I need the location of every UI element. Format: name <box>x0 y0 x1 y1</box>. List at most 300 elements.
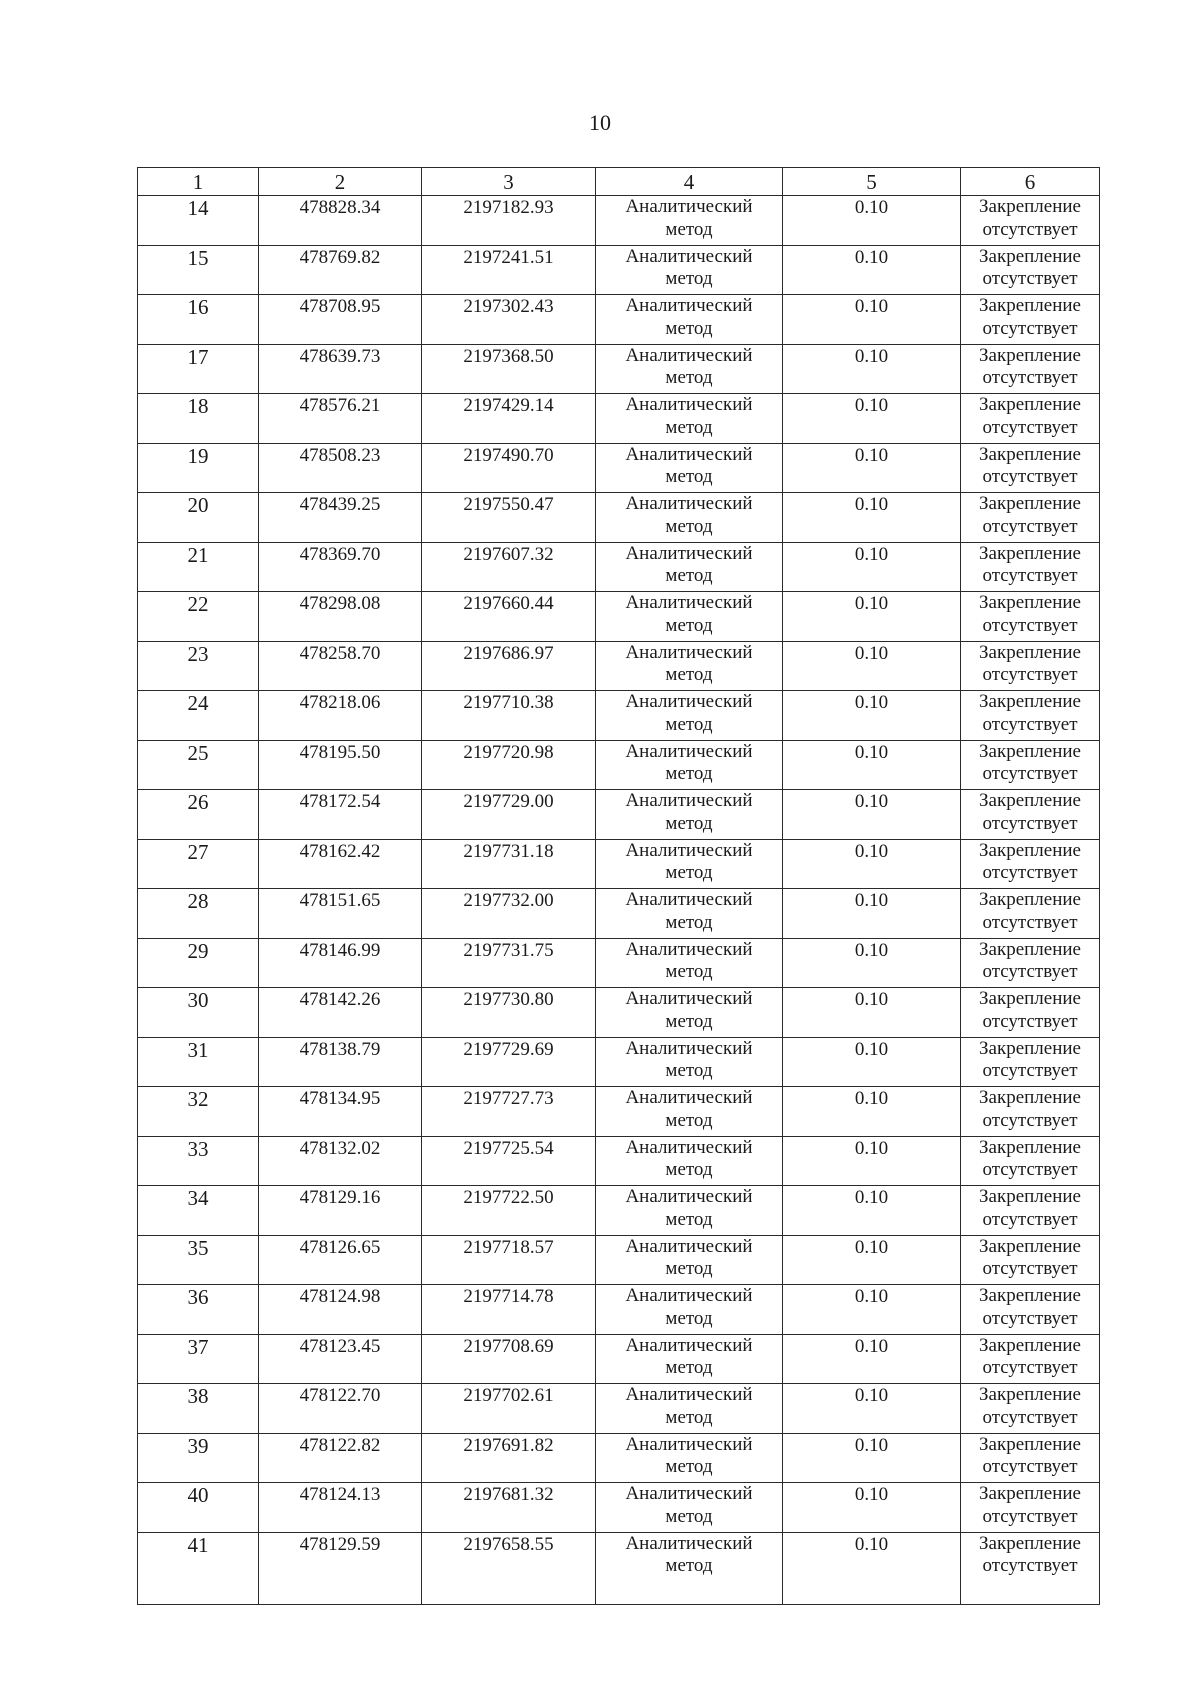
coordinate-y-cell-text: 2197241.51 <box>463 246 554 268</box>
coordinate-x-cell-text: 478151.65 <box>299 890 381 911</box>
point-number-cell-text: 20 <box>187 493 209 517</box>
fixing-cell-line-1: Закрепление <box>979 295 1081 316</box>
method-cell-line-1: Аналитический <box>625 542 753 564</box>
fixing-cell <box>961 790 1100 840</box>
fixing-cell-line-1: Закрепление <box>979 790 1081 811</box>
coordinate-y-cell-text: 2197731.75 <box>463 939 554 961</box>
fixing-cell <box>961 691 1100 741</box>
coordinate-y-cell <box>422 295 596 345</box>
method-cell-line-1: Аналитический <box>625 1532 753 1554</box>
coordinate-x-cell <box>259 1384 422 1434</box>
coordinate-y-cell-text: 2197730.80 <box>463 989 554 1010</box>
coordinate-x-cell-text: 478126.65 <box>299 1236 381 1258</box>
point-number-cell-text: 27 <box>187 839 209 864</box>
coordinate-y-cell-text: 2197729.69 <box>463 1038 554 1060</box>
accuracy-cell <box>783 641 961 691</box>
method-cell-line-1: Аналитический <box>625 1136 753 1158</box>
method-cell-line-1: Аналитический <box>625 1384 753 1405</box>
header-col-1: 1 <box>138 168 259 196</box>
accuracy-cell <box>783 443 961 493</box>
accuracy-cell <box>783 1334 961 1384</box>
accuracy-cell-text: 0.10 <box>854 840 889 862</box>
accuracy-cell <box>783 1087 961 1137</box>
table-row <box>138 1087 1100 1137</box>
table-row <box>138 988 1100 1038</box>
accuracy-cell-text: 0.10 <box>854 1484 889 1505</box>
method-cell-line-2: метод <box>665 317 713 339</box>
fixing-cell <box>961 1136 1100 1186</box>
method-cell <box>596 245 783 295</box>
coordinate-x-cell <box>259 988 422 1038</box>
coordinate-y-cell <box>422 344 596 394</box>
coordinates-table <box>137 167 1100 1605</box>
accuracy-cell-text: 0.10 <box>854 197 889 218</box>
accuracy-cell-text: 0.10 <box>854 1187 889 1208</box>
method-cell-line-1: Аналитический <box>625 691 753 712</box>
method-cell <box>596 740 783 790</box>
method-cell <box>596 592 783 642</box>
coordinate-x-cell <box>259 1037 422 1087</box>
coordinate-y-cell-text: 2197722.50 <box>463 1187 554 1208</box>
fixing-cell-line-1: Закрепление <box>979 1532 1081 1554</box>
point-number-cell <box>138 790 259 840</box>
accuracy-cell-text: 0.10 <box>854 543 889 565</box>
fixing-cell-line-2: отсутствует <box>982 1159 1078 1180</box>
method-cell-line-2: метод <box>665 812 713 834</box>
point-number-cell <box>138 295 259 345</box>
fixing-cell-line-1: Закрепление <box>979 641 1081 663</box>
fixing-cell-line-1: Закрепление <box>979 1483 1081 1504</box>
coordinate-x-cell <box>259 493 422 543</box>
coordinate-x-cell <box>259 1483 422 1533</box>
coordinate-y-cell-text: 2197708.69 <box>463 1335 554 1357</box>
coordinate-y-cell <box>422 1136 596 1186</box>
method-cell-line-2: метод <box>665 614 713 636</box>
accuracy-cell-text: 0.10 <box>854 989 889 1010</box>
fixing-cell <box>961 839 1100 889</box>
point-number-cell <box>138 1235 259 1285</box>
coordinate-x-cell <box>259 790 422 840</box>
method-cell-line-2: метод <box>665 1060 713 1081</box>
coordinate-y-cell-text: 2197710.38 <box>463 692 554 713</box>
coordinate-y-cell-text: 2197718.57 <box>463 1236 554 1258</box>
fixing-cell <box>961 1384 1100 1434</box>
fixing-cell <box>961 1087 1100 1137</box>
fixing-cell-line-2: отсутствует <box>982 911 1078 933</box>
accuracy-cell-text: 0.10 <box>854 444 889 466</box>
accuracy-cell <box>783 1384 961 1434</box>
coordinate-x-cell-text: 478162.42 <box>299 840 381 862</box>
point-number-cell <box>138 443 259 493</box>
method-cell-line-2: метод <box>665 1109 713 1131</box>
method-cell-line-2: метод <box>665 713 713 735</box>
method-cell-line-2: метод <box>665 862 713 883</box>
accuracy-cell-text: 0.10 <box>854 345 889 367</box>
coordinate-x-cell-text: 478132.02 <box>299 1137 381 1159</box>
fixing-cell-line-2: отсутствует <box>982 466 1078 487</box>
fixing-cell <box>961 344 1100 394</box>
table-row <box>138 740 1100 790</box>
method-cell <box>596 1433 783 1483</box>
fixing-cell-line-1: Закрепление <box>979 938 1081 960</box>
fixing-cell <box>961 1037 1100 1087</box>
accuracy-cell-text: 0.10 <box>854 1335 889 1357</box>
fixing-cell <box>961 1433 1100 1483</box>
point-number-cell <box>138 938 259 988</box>
accuracy-cell-text: 0.10 <box>854 1385 889 1406</box>
accuracy-cell <box>783 394 961 444</box>
method-cell-line-1: Аналитический <box>625 1087 753 1108</box>
point-number-cell-text: 35 <box>187 1235 209 1260</box>
fixing-cell-line-1: Закрепление <box>979 542 1081 564</box>
accuracy-cell-text: 0.10 <box>854 494 889 515</box>
table-row <box>138 641 1100 691</box>
point-number-cell <box>138 394 259 444</box>
coordinate-x-cell-text: 478828.34 <box>299 197 381 218</box>
coordinate-y-cell <box>422 1532 596 1604</box>
coordinate-x-cell <box>259 691 422 741</box>
accuracy-cell-text: 0.10 <box>854 1088 889 1109</box>
accuracy-cell <box>783 295 961 345</box>
accuracy-cell-text: 0.10 <box>854 939 889 961</box>
fixing-cell-line-2: отсутствует <box>982 1109 1078 1131</box>
accuracy-cell <box>783 196 961 246</box>
table-row <box>138 1136 1100 1186</box>
coordinate-y-cell <box>422 1235 596 1285</box>
coordinate-x-cell <box>259 443 422 493</box>
method-cell-line-1: Аналитический <box>625 1433 753 1455</box>
coordinate-x-cell-text: 478769.82 <box>299 246 381 268</box>
fixing-cell-line-1: Закрепление <box>979 740 1081 762</box>
fixing-cell-line-2: отсутствует <box>982 1505 1078 1527</box>
coordinate-y-cell <box>422 790 596 840</box>
method-cell <box>596 641 783 691</box>
method-cell-line-2: метод <box>665 1406 713 1428</box>
accuracy-cell-text: 0.10 <box>854 246 889 268</box>
fixing-cell-line-2: отсутствует <box>982 862 1078 883</box>
point-number-cell <box>138 1285 259 1335</box>
fixing-cell-line-2: отсутствует <box>982 664 1078 685</box>
table-row <box>138 1235 1100 1285</box>
method-cell-line-1: Аналитический <box>625 1334 753 1356</box>
fixing-cell <box>961 1334 1100 1384</box>
table-row <box>138 1532 1100 1604</box>
coordinate-x-cell-text: 478134.95 <box>299 1088 381 1109</box>
method-cell <box>596 295 783 345</box>
accuracy-cell-text: 0.10 <box>854 296 889 317</box>
method-cell-line-2: метод <box>665 268 713 289</box>
method-cell <box>596 1087 783 1137</box>
point-number-cell-text: 31 <box>187 1037 209 1062</box>
point-number-cell <box>138 1334 259 1384</box>
method-cell-line-1: Аналитический <box>625 1186 753 1207</box>
point-number-cell-text: 17 <box>187 344 209 369</box>
method-cell-line-2: метод <box>665 515 713 537</box>
fixing-cell-line-1: Закрепление <box>979 443 1081 465</box>
point-number-cell-text: 23 <box>187 641 209 666</box>
method-cell-line-2: метод <box>665 763 713 784</box>
fixing-cell-line-1: Закрепление <box>979 592 1081 613</box>
method-cell-line-1: Аналитический <box>625 196 753 217</box>
coordinate-y-cell-text: 2197429.14 <box>463 395 554 416</box>
method-cell <box>596 1334 783 1384</box>
accuracy-cell <box>783 691 961 741</box>
table-row <box>138 443 1100 493</box>
point-number-cell <box>138 839 259 889</box>
point-number-cell-text: 41 <box>187 1532 209 1557</box>
coordinate-y-cell <box>422 394 596 444</box>
point-number-cell <box>138 1532 259 1604</box>
fixing-cell-line-2: отсутствует <box>982 763 1078 784</box>
coordinate-y-cell-text: 2197490.70 <box>463 444 554 466</box>
coordinate-x-cell-text: 478122.82 <box>299 1434 381 1456</box>
coordinate-x-cell <box>259 196 422 246</box>
accuracy-cell-text: 0.10 <box>854 692 889 713</box>
fixing-cell-line-1: Закрепление <box>979 1334 1081 1356</box>
coordinate-x-cell <box>259 1235 422 1285</box>
point-number-cell-text: 29 <box>187 938 209 963</box>
coordinate-y-cell-text: 2197686.97 <box>463 642 554 664</box>
coordinate-x-cell <box>259 1285 422 1335</box>
accuracy-cell <box>783 839 961 889</box>
coordinate-x-cell <box>259 1334 422 1384</box>
coordinate-y-cell-text: 2197702.61 <box>463 1385 554 1406</box>
coordinate-y-cell-text: 2197368.50 <box>463 345 554 367</box>
coordinate-x-cell <box>259 295 422 345</box>
table-row <box>138 1433 1100 1483</box>
fixing-cell-line-1: Закрепление <box>979 1087 1081 1108</box>
coordinate-y-cell-text: 2197658.55 <box>463 1533 554 1555</box>
table-row <box>138 542 1100 592</box>
fixing-cell <box>961 493 1100 543</box>
accuracy-cell-text: 0.10 <box>854 791 889 812</box>
fixing-cell-line-1: Закрепление <box>979 245 1081 267</box>
method-cell-line-1: Аналитический <box>625 1235 753 1257</box>
point-number-cell-text: 30 <box>187 988 209 1012</box>
point-number-cell <box>138 988 259 1038</box>
method-cell-line-2: метод <box>665 1307 713 1329</box>
method-cell <box>596 839 783 889</box>
fixing-cell-line-2: отсутствует <box>982 1208 1078 1230</box>
method-cell <box>596 1532 783 1604</box>
accuracy-cell <box>783 1433 961 1483</box>
coordinate-x-cell <box>259 1433 422 1483</box>
fixing-cell-line-2: отсутствует <box>982 515 1078 537</box>
fixing-cell <box>961 295 1100 345</box>
method-cell <box>596 344 783 394</box>
method-cell-line-1: Аналитический <box>625 394 753 415</box>
method-cell-line-1: Аналитический <box>625 988 753 1009</box>
point-number-cell-text: 38 <box>187 1384 209 1408</box>
coordinate-x-cell-text: 478124.98 <box>299 1286 381 1307</box>
coordinate-y-cell <box>422 196 596 246</box>
point-number-cell-text: 21 <box>187 542 209 567</box>
point-number-cell <box>138 245 259 295</box>
method-cell-line-1: Аналитический <box>625 839 753 861</box>
fixing-cell <box>961 1285 1100 1335</box>
header-col-6: 6 <box>961 168 1100 196</box>
coordinate-y-cell <box>422 641 596 691</box>
accuracy-cell-text: 0.10 <box>854 642 889 664</box>
table-row <box>138 592 1100 642</box>
fixing-cell <box>961 641 1100 691</box>
fixing-cell-line-1: Закрепление <box>979 691 1081 712</box>
accuracy-cell <box>783 1037 961 1087</box>
fixing-cell-line-1: Закрепление <box>979 1136 1081 1158</box>
coordinate-x-cell-text: 478298.08 <box>299 593 381 614</box>
fixing-cell-line-1: Закрепление <box>979 839 1081 861</box>
coordinate-x-cell <box>259 740 422 790</box>
method-cell <box>596 1285 783 1335</box>
fixing-cell-line-1: Закрепление <box>979 988 1081 1009</box>
coordinate-y-cell-text: 2197302.43 <box>463 296 554 317</box>
point-number-cell-text: 39 <box>187 1433 209 1458</box>
fixing-cell-line-2: отсутствует <box>982 218 1078 240</box>
point-number-cell <box>138 196 259 246</box>
coordinate-y-cell <box>422 542 596 592</box>
method-cell <box>596 1384 783 1434</box>
point-number-cell <box>138 889 259 939</box>
point-number-cell <box>138 344 259 394</box>
coordinate-x-cell-text: 478508.23 <box>299 444 381 466</box>
table-row <box>138 1285 1100 1335</box>
accuracy-cell-text: 0.10 <box>854 890 889 911</box>
header-col-2: 2 <box>259 168 422 196</box>
coordinate-x-cell-text: 478708.95 <box>299 296 381 317</box>
fixing-cell-line-2: отсутствует <box>982 1060 1078 1081</box>
coordinate-x-cell <box>259 889 422 939</box>
accuracy-cell-text: 0.10 <box>854 1038 889 1060</box>
fixing-cell-line-2: отсутствует <box>982 614 1078 636</box>
header-row <box>138 168 1100 196</box>
fixing-cell-line-1: Закрепление <box>979 1037 1081 1059</box>
fixing-cell-line-2: отсутствует <box>982 1010 1078 1032</box>
coordinate-y-cell <box>422 1087 596 1137</box>
table-row <box>138 493 1100 543</box>
coordinate-x-cell <box>259 839 422 889</box>
accuracy-cell <box>783 1235 961 1285</box>
accuracy-cell-text: 0.10 <box>854 741 889 763</box>
coordinate-y-cell-text: 2197660.44 <box>463 593 554 614</box>
method-cell <box>596 938 783 988</box>
accuracy-cell <box>783 493 961 543</box>
fixing-cell-line-1: Закрепление <box>979 1384 1081 1405</box>
point-number-cell <box>138 641 259 691</box>
method-cell-line-2: метод <box>665 565 713 586</box>
point-number-cell-text: 14 <box>187 196 209 220</box>
table-row <box>138 245 1100 295</box>
fixing-cell <box>961 592 1100 642</box>
fixing-cell-line-1: Закрепление <box>979 1186 1081 1207</box>
coordinate-y-cell-text: 2197691.82 <box>463 1434 554 1456</box>
fixing-cell-line-2: отсутствует <box>982 1258 1078 1279</box>
point-number-cell <box>138 1483 259 1533</box>
method-cell <box>596 542 783 592</box>
method-cell <box>596 493 783 543</box>
accuracy-cell <box>783 344 961 394</box>
fixing-cell-line-2: отсутствует <box>982 416 1078 438</box>
coordinate-y-cell <box>422 1285 596 1335</box>
coordinate-y-cell <box>422 1483 596 1533</box>
coordinate-x-cell-text: 478639.73 <box>299 345 381 367</box>
fixing-cell-line-2: отсутствует <box>982 1406 1078 1428</box>
coordinate-y-cell <box>422 493 596 543</box>
accuracy-cell <box>783 938 961 988</box>
method-cell-line-2: метод <box>665 911 713 933</box>
point-number-cell <box>138 542 259 592</box>
method-cell-line-1: Аналитический <box>625 938 753 960</box>
method-cell-line-2: метод <box>665 1456 713 1477</box>
coordinate-x-cell-text: 478576.21 <box>299 395 381 416</box>
method-cell <box>596 889 783 939</box>
coordinate-y-cell <box>422 1186 596 1236</box>
point-number-cell-text: 24 <box>187 691 209 715</box>
method-cell <box>596 988 783 1038</box>
accuracy-cell <box>783 889 961 939</box>
header-col-5: 5 <box>783 168 961 196</box>
method-cell-line-2: метод <box>665 1010 713 1032</box>
method-cell-line-1: Аналитический <box>625 889 753 910</box>
fixing-cell-line-2: отсутствует <box>982 961 1078 982</box>
accuracy-cell-text: 0.10 <box>854 1137 889 1159</box>
coordinate-y-cell-text: 2197182.93 <box>463 197 554 218</box>
point-number-cell-text: 33 <box>187 1136 209 1161</box>
point-number-cell-text: 22 <box>187 592 209 616</box>
table-row <box>138 394 1100 444</box>
method-cell <box>596 1483 783 1533</box>
coordinate-x-cell-text: 478122.70 <box>299 1385 381 1406</box>
method-cell-line-1: Аналитический <box>625 245 753 267</box>
fixing-cell-line-2: отсутствует <box>982 1307 1078 1329</box>
point-number-cell-text: 26 <box>187 790 209 814</box>
accuracy-cell <box>783 592 961 642</box>
coordinate-x-cell <box>259 542 422 592</box>
point-number-cell <box>138 493 259 543</box>
accuracy-cell <box>783 790 961 840</box>
method-cell-line-2: метод <box>665 1505 713 1527</box>
coordinate-x-cell-text: 478123.45 <box>299 1335 381 1357</box>
fixing-cell-line-2: отсутствует <box>982 317 1078 339</box>
coordinate-y-cell-text: 2197731.18 <box>463 840 554 862</box>
method-cell-line-1: Аналитический <box>625 1037 753 1059</box>
method-cell <box>596 1186 783 1236</box>
coordinate-x-cell <box>259 1136 422 1186</box>
coordinate-y-cell-text: 2197729.00 <box>463 791 554 812</box>
coordinate-x-cell-text: 478172.54 <box>299 791 381 812</box>
coordinate-y-cell-text: 2197732.00 <box>463 890 554 911</box>
fixing-cell <box>961 988 1100 1038</box>
table-row <box>138 295 1100 345</box>
coordinate-y-cell <box>422 740 596 790</box>
table-row <box>138 889 1100 939</box>
coordinate-x-cell-text: 478129.16 <box>299 1187 381 1208</box>
accuracy-cell <box>783 1136 961 1186</box>
fixing-cell <box>961 889 1100 939</box>
method-cell <box>596 1136 783 1186</box>
method-cell-line-2: метод <box>665 416 713 438</box>
method-cell-line-2: метод <box>665 961 713 982</box>
method-cell <box>596 394 783 444</box>
accuracy-cell <box>783 1186 961 1236</box>
accuracy-cell-text: 0.10 <box>854 1286 889 1307</box>
fixing-cell-line-1: Закрепление <box>979 344 1081 366</box>
coordinate-y-cell <box>422 1037 596 1087</box>
point-number-cell <box>138 1384 259 1434</box>
point-number-cell <box>138 1433 259 1483</box>
fixing-cell <box>961 394 1100 444</box>
method-cell-line-2: метод <box>665 466 713 487</box>
point-number-cell-text: 15 <box>187 245 209 270</box>
